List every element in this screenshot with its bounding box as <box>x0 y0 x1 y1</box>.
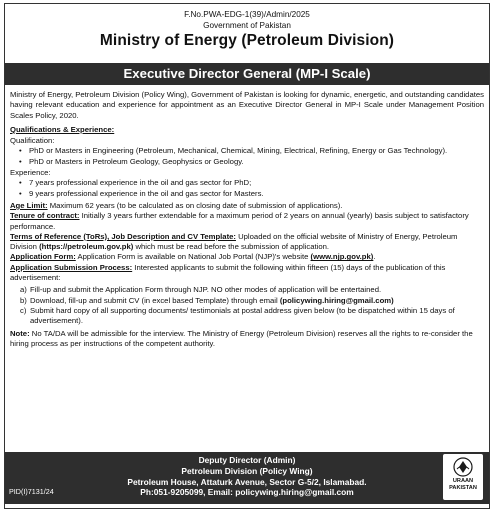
logo-text-line2: PAKISTAN <box>449 484 477 491</box>
application-form-text-end: . <box>373 252 376 262</box>
list-item <box>10 296 484 306</box>
application-form-text: Application Form is available on National Job Portal (NJP)'s website <box>75 252 311 262</box>
qualifications-heading: Qualifications & Experience: <box>10 124 115 134</box>
government-line: Government of Pakistan <box>203 21 291 30</box>
step-marker: c) <box>20 305 27 315</box>
njp-website-link[interactable]: (www.njp.gov.pk) <box>310 252 374 262</box>
tors-paragraph <box>10 232 484 253</box>
note-label: Note: <box>10 328 30 338</box>
contact-footer <box>5 452 489 504</box>
step-text: Download, fill-up and submit CV (in excel based Template) through email <box>30 295 280 305</box>
tors-text: Uploaded on the official website of Ministry of Energy, Petroleum Division <box>10 231 458 252</box>
contact-division: Petroleum Division (Policy Wing) <box>181 465 313 476</box>
submission-steps-list <box>10 285 484 326</box>
tenure-paragraph <box>10 211 484 232</box>
age-limit-label: Age Limit: <box>10 200 48 210</box>
position-banner: Executive Director General (MP-I Scale) <box>5 63 489 85</box>
petroleum-website-link[interactable]: (https://petroleum.gov.pk) <box>39 242 134 252</box>
age-limit-paragraph <box>10 201 484 211</box>
advertisement-page <box>4 3 490 509</box>
contact-address: Petroleum House, Attaturk Avenue, Sector G-5/2, Islamabad. <box>127 476 367 487</box>
list-item: • 7 years professional experience in the oil and gas sector for PhD; <box>10 178 484 188</box>
intro-paragraph: Ministry of Energy, Petroleum Division (Policy Wing), Government of Pakistan is looking for dynamic, energetic, and outstanding candidates having relevant education and experience for appointment as an Executive Director General in MP-I Scale under Management Position Scales Policy, 2020. <box>10 90 484 120</box>
tors-label: Terms of Reference (ToRs), Job Description and CV Template: <box>10 231 236 241</box>
list-item: • 9 years professional experience in the oil and gas sector for Masters. <box>10 189 484 199</box>
pid-number: PID(I)7131/24 <box>9 487 54 497</box>
application-form-paragraph <box>10 252 484 262</box>
tenure-label: Tenure of contract: <box>10 211 80 221</box>
age-limit-text: Maximum 62 years (to be calculated as on closing date of submission of applications). <box>47 200 343 210</box>
tors-text-end: which must be read before the submission of application. <box>133 242 330 252</box>
submission-process-text: Interested applicants to submit the following within fifteen (15) days of the publication of this advertisement: <box>10 262 446 283</box>
list-item: • PhD or Masters in Engineering (Petroleum, Mechanical, Chemical, Mining, Electrical, Refining, Energy or Gas Technology). <box>10 146 484 156</box>
note-text: No TA/DA will be admissible for the interview. The Ministry of Energy (Petroleum Division) reserves all the rights to re-consider the hiring process as per instructions of the competent authority. <box>10 328 473 348</box>
list-item <box>10 285 484 295</box>
step-text: Fill-up and submit the Application Form through NJP. NO other modes of application will be entertained. <box>30 285 382 295</box>
step-text: Submit hard copy of all supporting documents/ testimonials at postal address given below (to be dispatched within 15 days of advertisement). <box>30 305 455 326</box>
reference-number: F.No.PWA-EDG-1(39)/Admin/2025 <box>184 10 310 19</box>
experience-label: Experience: <box>10 168 51 178</box>
qualification-list <box>10 146 484 167</box>
hiring-email-link[interactable]: (policywing.hiring@gmail.com) <box>279 295 394 305</box>
contact-phone-email[interactable]: Ph:051-9205099, Email: policywing.hiring@gmail.com <box>140 487 354 498</box>
uraan-pakistan-logo <box>443 454 483 500</box>
uraan-logo-icon <box>453 457 473 477</box>
step-marker: a) <box>20 285 27 295</box>
step-marker: b) <box>20 295 27 305</box>
contact-designation: Deputy Director (Admin) <box>198 455 296 465</box>
qualification-label: Qualification: <box>10 136 55 146</box>
logo-text-line1: URAAN <box>452 478 474 484</box>
submission-process-paragraph <box>10 263 484 284</box>
experience-list <box>10 178 484 199</box>
note-paragraph <box>10 329 484 350</box>
list-item <box>10 306 484 327</box>
ministry-title: Ministry of Energy (Petroleum Division) <box>99 32 395 49</box>
advertisement-body <box>10 90 484 349</box>
list-item: • PhD or Masters in Petroleum Geology, Geophysics or Geology. <box>10 157 484 167</box>
submission-process-label: Application Submission Process: <box>10 262 133 272</box>
application-form-label: Application Form: <box>10 252 76 262</box>
tenure-text: Initially 3 years further extendable for a maximum period of 2 years on annual (yearly) basis subject to satisfactory performance. <box>10 211 469 231</box>
